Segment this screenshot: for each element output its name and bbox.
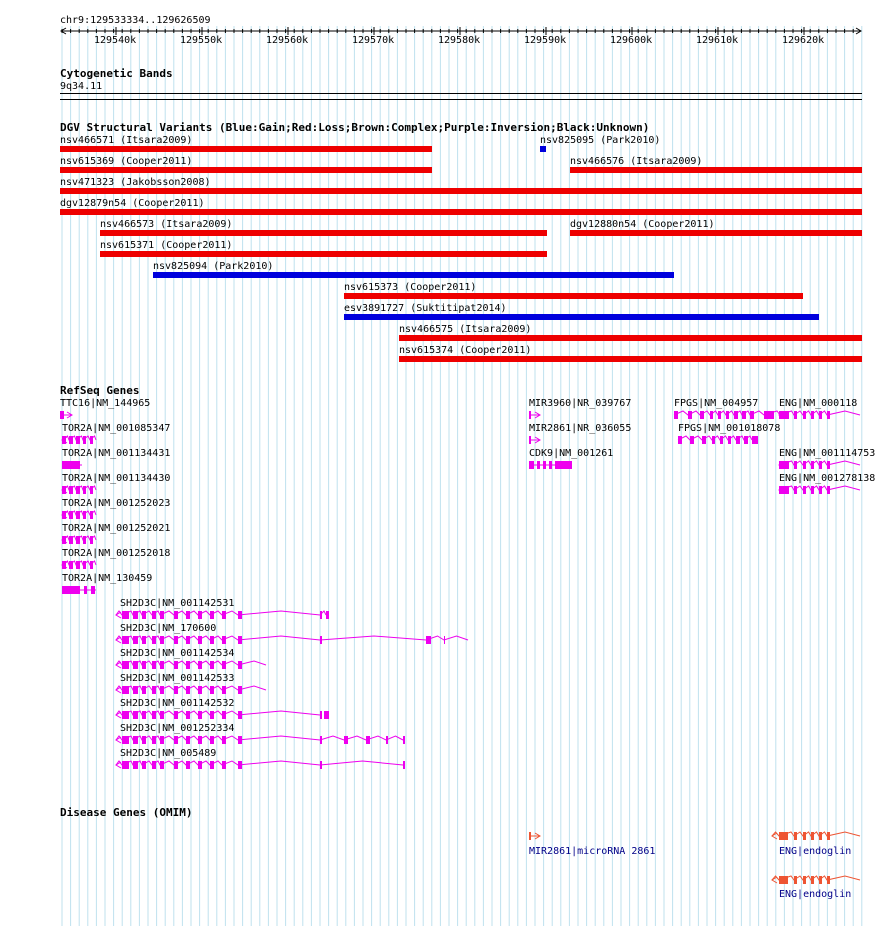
dgv-variant-label[interactable]: nsv466575 (Itsara2009) xyxy=(399,324,532,335)
ruler-range-label: chr9:129533334..129626509 xyxy=(60,15,211,26)
dgv-variant-label[interactable]: nsv615369 (Cooper2011) xyxy=(60,156,193,167)
refseq-gene-label[interactable]: SH2D3C|NM_170600 xyxy=(120,623,217,634)
refseq-gene-label[interactable]: SH2D3C|NM_001142532 xyxy=(120,698,235,709)
cytoband-label[interactable]: 9q34.11 xyxy=(60,81,103,92)
omim-gene-label[interactable]: ENG|endoglin xyxy=(779,846,852,857)
dgv-variant-label[interactable]: dgv12879n54 (Cooper2011) xyxy=(60,198,205,209)
refseq-track-title[interactable]: RefSeq Genes xyxy=(60,384,140,397)
refseq-gene-label[interactable]: ENG|NM_001278138 xyxy=(779,473,876,484)
refseq-gene-label[interactable]: MIR3960|NR_039767 xyxy=(529,398,632,409)
ruler-tick-label[interactable]: 129550k xyxy=(180,35,223,46)
refseq-gene-label[interactable]: TOR2A|NM_001252018 xyxy=(62,548,171,559)
refseq-gene-label[interactable]: SH2D3C|NM_001142531 xyxy=(120,598,235,609)
ruler-tick-label[interactable]: 129580k xyxy=(438,35,481,46)
refseq-gene-label[interactable]: ENG|NM_000118 xyxy=(779,398,858,409)
ruler-tick-label[interactable]: 129540k xyxy=(94,35,137,46)
refseq-gene-label[interactable]: TOR2A|NM_001134431 xyxy=(62,448,171,459)
omim-track-title[interactable]: Disease Genes (OMIM) xyxy=(60,806,193,819)
dgv-variant-label[interactable]: nsv825095 (Park2010) xyxy=(540,135,661,146)
refseq-gene-label[interactable]: CDK9|NM_001261 xyxy=(529,448,614,459)
omim-model-eng[interactable] xyxy=(772,876,860,884)
omim-gene-label[interactable]: MIR2861|microRNA 2861 xyxy=(529,846,656,857)
omim-model-eng[interactable] xyxy=(772,832,860,840)
ruler-tick-label[interactable]: 129620k xyxy=(782,35,825,46)
ruler-tick-label[interactable]: 129590k xyxy=(524,35,567,46)
refseq-gene-label[interactable]: TOR2A|NM_001252023 xyxy=(62,498,171,509)
dgv-track-title[interactable]: DGV Structural Variants (Blue:Gain;Red:Loss;Brown:Complex;Purple:Inversion;Black:Unknown) xyxy=(60,121,650,134)
cytoband-track-title[interactable]: Cytogenetic Bands xyxy=(60,67,173,80)
dgv-variant-label[interactable]: nsv825094 (Park2010) xyxy=(153,261,274,272)
refseq-gene-label[interactable]: TTC16|NM_144965 xyxy=(60,398,151,409)
refseq-gene-label[interactable]: TOR2A|NM_001134430 xyxy=(62,473,171,484)
refseq-gene-label[interactable]: FPGS|NM_001018078 xyxy=(678,423,781,434)
refseq-gene-label[interactable]: ENG|NM_001114753 xyxy=(779,448,876,459)
dgv-variant-label[interactable]: nsv466573 (Itsara2009) xyxy=(100,219,233,230)
ruler-tick-label[interactable]: 129560k xyxy=(266,35,309,46)
dgv-variant-label[interactable]: nsv471323 (Jakobsson2008) xyxy=(60,177,211,188)
refseq-gene-label[interactable]: FPGS|NM_004957 xyxy=(674,398,759,409)
omim-model-mir2861[interactable] xyxy=(529,832,540,840)
refseq-gene-label[interactable]: TOR2A|NM_001252021 xyxy=(62,523,171,534)
refseq-gene-label[interactable]: SH2D3C|NM_001252334 xyxy=(120,723,235,734)
omim-gene-label[interactable]: ENG|endoglin xyxy=(779,889,852,900)
refseq-gene-label[interactable]: SH2D3C|NM_001142534 xyxy=(120,648,235,659)
dgv-variant-label[interactable]: dgv12880n54 (Cooper2011) xyxy=(570,219,715,230)
refseq-gene-label[interactable]: TOR2A|NM_130459 xyxy=(62,573,153,584)
ruler-tick-label[interactable]: 129610k xyxy=(696,35,739,46)
ruler-tick-label[interactable]: 129570k xyxy=(352,35,395,46)
refseq-gene-label[interactable]: SH2D3C|NM_005489 xyxy=(120,748,217,759)
dgv-variant-label[interactable]: nsv615371 (Cooper2011) xyxy=(100,240,233,251)
ruler-tick-label[interactable]: 129600k xyxy=(610,35,653,46)
dgv-variant-label[interactable]: esv3891727 (Suktitipat2014) xyxy=(344,303,507,314)
refseq-gene-label[interactable]: MIR2861|NR_036055 xyxy=(529,423,632,434)
dgv-variant-label[interactable]: nsv615373 (Cooper2011) xyxy=(344,282,477,293)
dgv-variant-label[interactable]: nsv615374 (Cooper2011) xyxy=(399,345,532,356)
refseq-gene-label[interactable]: SH2D3C|NM_001142533 xyxy=(120,673,235,684)
dgv-variant-label[interactable]: nsv466571 (Itsara2009) xyxy=(60,135,193,146)
refseq-gene-label[interactable]: TOR2A|NM_001085347 xyxy=(62,423,171,434)
dgv-variant-label[interactable]: nsv466576 (Itsara2009) xyxy=(570,156,703,167)
